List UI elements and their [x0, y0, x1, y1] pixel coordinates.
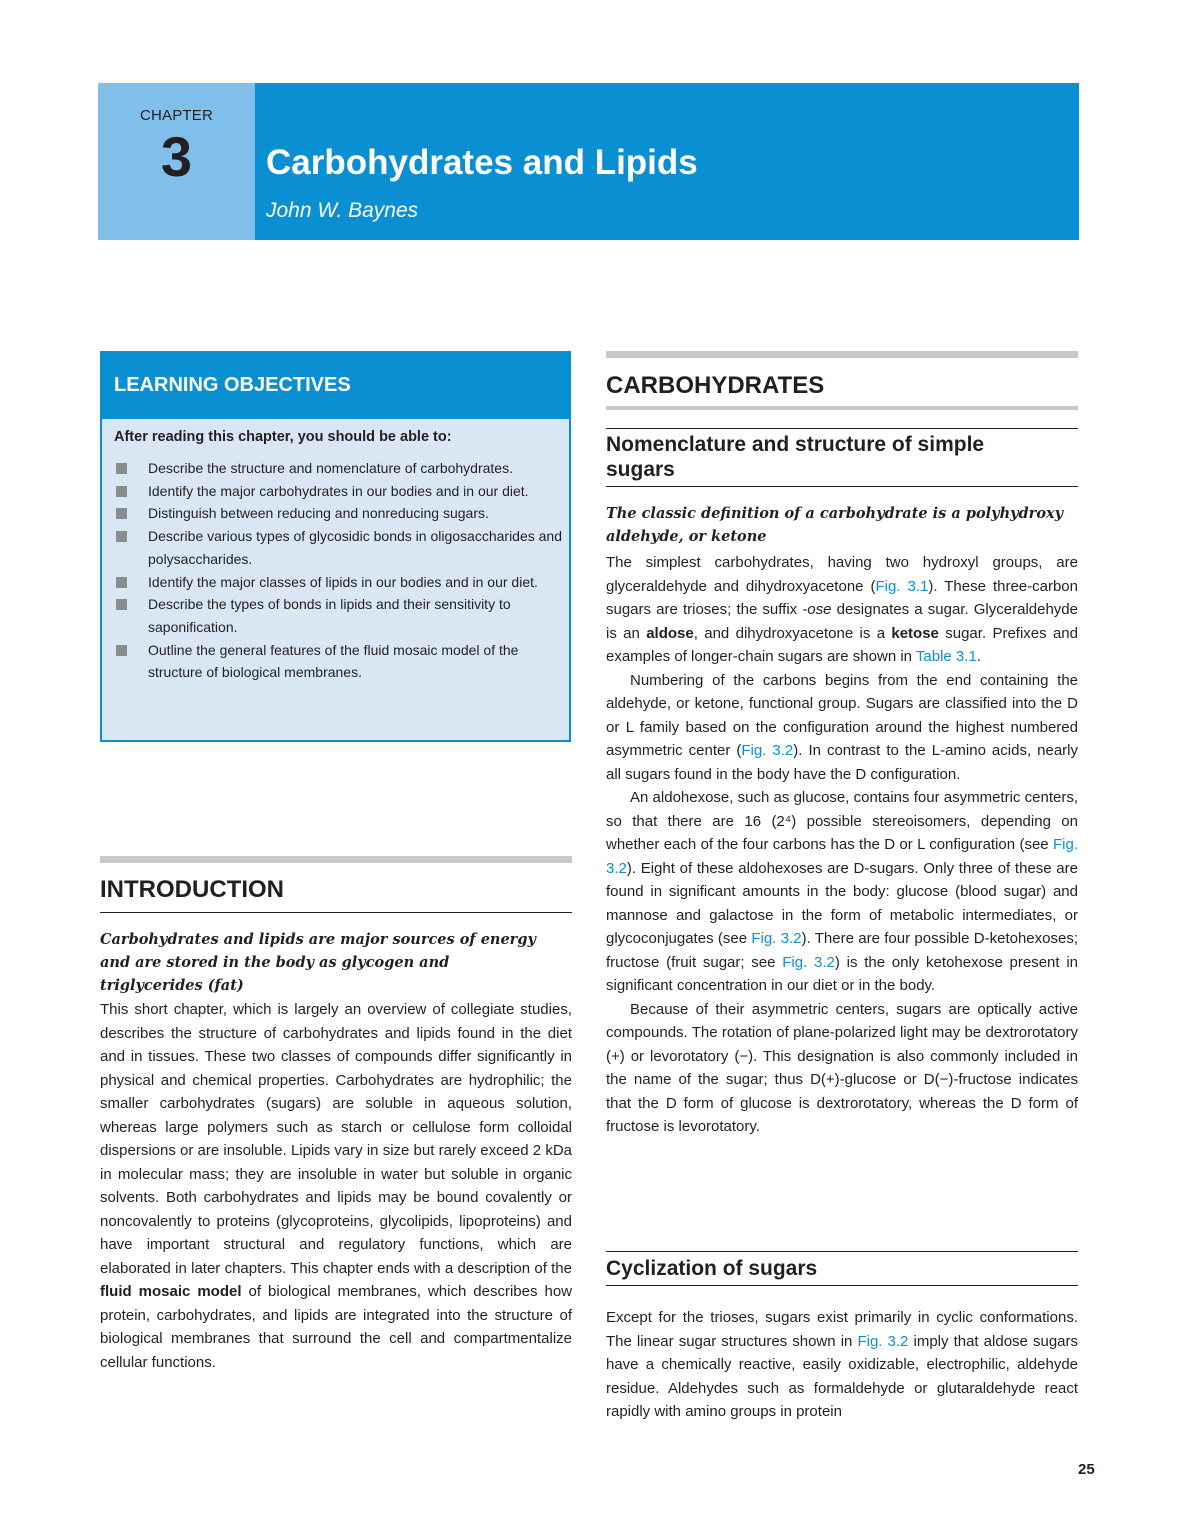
chapter-label: CHAPTER: [139, 107, 214, 124]
list-item: [112, 502, 564, 525]
objective-text: Outline the general features of the fluid mosaic model of the structure of biological membranes.: [148, 641, 519, 681]
carbohydrates-title: CARBOHYDRATES: [606, 372, 825, 399]
bullet-square-icon: [116, 531, 127, 542]
paragraph: The simplest carbohydrates, having two hydroxyl groups, are glyceraldehyde and dihydroxyacetone (Fig. 3.1). These three-carbon sugars are trioses; the suffix -ose designates a sugar. Glyceraldehyde is an aldose, and dihydroxyacetone is a ketose sugar. Prefixes and examples of longer-chain sugars are shown in Table 3.1.: [606, 554, 1078, 665]
paragraph: Numbering of the carbons begins from the end containing the aldehyde, or ketone, functional group. Sugars are classified into the D or L family based on the configuration around the highest numbered asymmetric center (Fig. 3.2). In contrast to the L-amino acids, nearly all sugars found in the body have the D configuration.: [606, 671, 1078, 783]
learning-objectives-title: LEARNING OBJECTIVES: [114, 374, 351, 396]
objective-text: Identify the major classes of lipids in our bodies and in our diet.: [148, 573, 538, 590]
page-number: 25: [1078, 1461, 1095, 1478]
section-underline: [100, 912, 572, 913]
learning-objectives-box: [100, 351, 571, 742]
subsection-underline: [606, 1285, 1078, 1286]
fluid-mosaic-term: fluid mosaic model: [100, 1283, 242, 1300]
objective-text: Describe various types of glycosidic bonds in oligosaccharides and polysaccharides.: [148, 528, 562, 567]
figure-link[interactable]: Fig. 3.2: [751, 930, 802, 947]
learning-objectives-list: [112, 457, 564, 684]
figure-link[interactable]: Fig. 3.2: [741, 742, 794, 759]
introduction-body: [100, 998, 572, 1374]
learning-objectives-header: [102, 353, 569, 419]
cyclization-title: Cyclization of sugars: [606, 1257, 818, 1280]
list-item: [112, 480, 564, 503]
carbohydrates-body: [606, 551, 1078, 1139]
figure-link[interactable]: Fig. 3.1: [875, 577, 929, 595]
learning-objectives-intro: After reading this chapter, you should be able to:: [114, 429, 452, 445]
objective-text: Describe the types of bonds in lipids and their sensitivity to saponification.: [148, 596, 511, 635]
subsection-overline: [606, 1251, 1078, 1252]
chapter-title: Carbohydrates and Lipids: [266, 143, 698, 182]
bullet-square-icon: [116, 599, 127, 610]
list-item: [112, 593, 564, 638]
bullet-square-icon: [116, 645, 127, 656]
objective-text: Distinguish between reducing and nonreducing sugars.: [148, 505, 489, 522]
introduction-title: INTRODUCTION: [100, 876, 284, 903]
bullet-square-icon: [116, 577, 127, 588]
figure-link[interactable]: Fig. 3.2: [857, 1332, 909, 1350]
table-link[interactable]: Table 3.1: [915, 648, 977, 665]
chapter-number: 3: [160, 125, 193, 188]
paragraph: This short chapter, which is largely an overview of collegiate studies, describes the structure of carbohydrates and lipids found in the diet and in tissues. These two classes of compounds differ significantly in physical and chemical properties. Carbohydrates are hydrophilic; the smaller carbohydrates (sugars) are soluble in aqueous solution, whereas large polymers such as starch or cellulose form colloidal dispersions or are insoluble. Lipids vary in size but rarely exceed 2 kDa in molecular mass; they are insoluble in water but soluble in organic solvents. Both carbohydrates and lipids may be bound covalently or noncovalently to proteins (glycoproteins, glycolipids, lipoproteins) and have important structural and regulatory functions, which are elaborated in later chapters. This chapter ends with a description of the fluid mosaic model of biological membranes, which describes how protein, carbohydrates, and lipids are integrated into the structure of biological membranes that surround the cell and compartmentalize cellular functions.: [100, 1001, 573, 1371]
paragraph: Except for the trioses, sugars exist primarily in cyclic conformations. The linear sugar structures shown in Fig. 3.2 imply that aldose sugars have a chemically reactive, easily oxidizable, electrophilic, aldehyde residue. Aldehydes such as formaldehyde or glutaraldehyde react rapidly with amino groups in protein: [606, 1309, 1078, 1420]
cyclization-body: [606, 1306, 1078, 1424]
carbohydrates-lead: The classic definition of a carbohydrate is a polyhydroxy aldehyde, or ketone: [606, 505, 1064, 545]
chapter-author: John W. Baynes: [266, 199, 419, 222]
chapter-number-panel: [98, 83, 255, 240]
list-item: [112, 457, 564, 480]
chapter-header: [98, 83, 1079, 240]
section-rule: [100, 856, 572, 863]
paragraph: Because of their asymmetric centers, sugars are optically active compounds. The rotation of plane-polarized light may be dextrorotatory (+) or levorotatory (−). This designation is also commonly included in the name of the sugar; thus D(+)-glucose or D(−)-fructose indicates that the D form of glucose is dextrorotatory, whereas the D form of fructose is levorotatory.: [606, 1000, 1078, 1135]
figure-link[interactable]: Fig. 3.2: [782, 953, 835, 971]
figure-link[interactable]: Fig. 3.2: [606, 836, 1078, 877]
aldose-term: aldose: [646, 624, 694, 642]
list-item: [112, 639, 564, 684]
section-rule: [606, 351, 1078, 358]
ketose-term: ketose: [891, 624, 939, 642]
section-rule: [606, 406, 1078, 410]
bullet-square-icon: [116, 463, 127, 474]
paragraph: An aldohexose, such as glucose, contains four asymmetric centers, so that there are 16 (2⁴) possible stereoisomers, depending on whether each of the four carbons has the D or L configuration (see Fig. 3.2). Eight of these aldohexoses are D-sugars. Only three of these are found in significant amounts in the body: glucose (blood sugar) and mannose and galactose in the form of metabolic intermediates, or glycoconjugates (see Fig. 3.2). There are four possible D-ketohexoses; fructose (fruit sugar; see Fig. 3.2) is the only ketohexose present in significant concentration in our diet or in the body.: [606, 789, 1078, 994]
subsection-overline: [606, 428, 1078, 429]
bullet-square-icon: [116, 508, 127, 519]
list-item: [112, 525, 564, 570]
nomenclature-subsection-title: Nomenclature and structure of simple sugars: [606, 433, 985, 481]
bullet-square-icon: [116, 486, 127, 497]
objective-text: Identify the major carbohydrates in our bodies and in our diet.: [148, 482, 529, 499]
introduction-lead: Carbohydrates and lipids are major sources of energy and are stored in the body as glycogen and triglycerides (fat): [100, 931, 536, 994]
list-item: [112, 571, 564, 594]
objective-text: Describe the structure and nomenclature of carbohydrates.: [148, 460, 513, 476]
subsection-underline: [606, 486, 1078, 487]
